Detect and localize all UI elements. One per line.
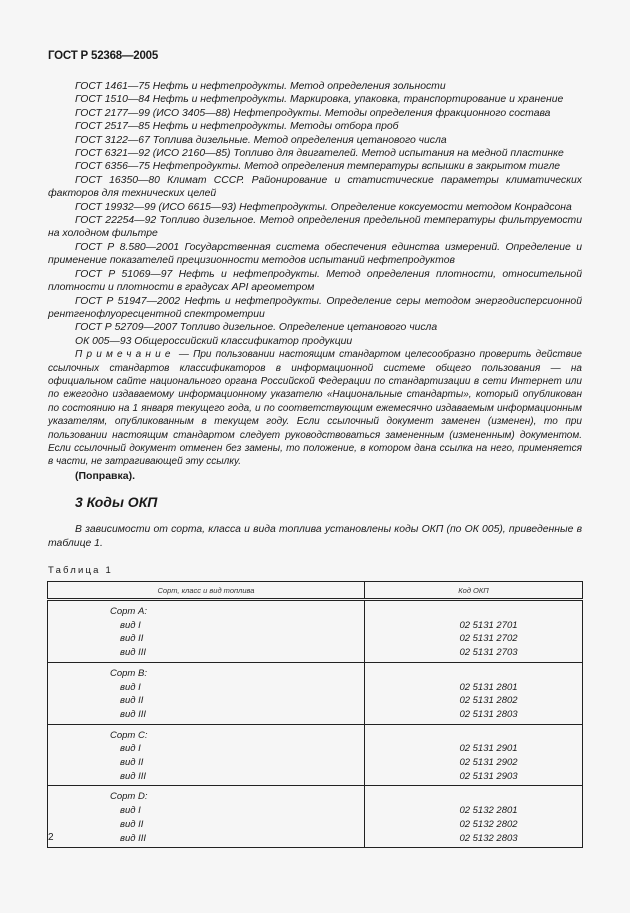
reference-item: ГОСТ 1510—84 Нефть и нефтепродукты. Маркировка, упаковка, транспортирование и хранение [75, 94, 564, 106]
okp-code: 02 5132 2803 [459, 832, 518, 844]
table-caption: Таблица 1 [48, 565, 113, 576]
section-intro: В зависимости от сорта, класса и вида топлива установлены коды ОКП (по ОК 005), приведенные в таблице 1. [48, 524, 582, 549]
kind-label: вид III [120, 832, 147, 844]
note-paragraph [48, 348, 582, 469]
column-header-grade: Сорт, класс и вид топлива [48, 582, 365, 600]
okp-code: 02 5131 2803 [459, 708, 518, 720]
kind-label: вид II [120, 757, 144, 769]
reference-item: ГОСТ 2517—85 Нефть и нефтепродукты. Методы отбора проб [75, 121, 399, 133]
okp-code: 02 5131 2703 [459, 647, 518, 659]
reference-item: ГОСТ 6356—75 Нефтепродукты. Метод определения температуры вспышки в закрытом тигле [75, 161, 561, 173]
reference-item: ОК 005—93 Общероссийский классификатор продукции [75, 335, 353, 347]
kind-label: вид I [120, 805, 141, 817]
kind-label: вид III [120, 708, 147, 720]
table-row [48, 600, 583, 663]
okp-code: 02 5131 2802 [459, 695, 518, 707]
okp-code: 02 5131 2801 [459, 681, 518, 693]
okp-code: 02 5131 2702 [459, 633, 518, 645]
column-header-code: Код ОКП [365, 582, 583, 600]
table-row [48, 724, 583, 786]
normative-references [48, 80, 582, 469]
note-text: — При пользовании настоящим стандартом целесообразно проверить действие ссылочных стандартов классификаторов в информационной системе общего пользования — на официальном сайте национального органа Российской Федерации по стандартизации в сети Интернет или по ежегодно издаваемому информационному указателю «Национальные стандарты», который опубликован по состоянию на 1 января текущего года, и по соответствующим ежемесячно издаваемым информационным указателям, опубликованным в текущем году. Если ссылочный документ заменен (изменен), то при пользовании настоящим стандартом следует руководствоваться замененным (измененным) документом. Если ссылочный документ отменен без замены, то положение, в котором дана ссылка на него, применяется в части, не затрагивающей эту ссылку. [48, 349, 582, 468]
okp-code: 02 5131 2701 [459, 619, 518, 631]
amendment-mark: (Поправка). [75, 470, 136, 482]
okp-code: 02 5131 2902 [459, 757, 518, 769]
note-label: Примечание [75, 349, 175, 361]
kind-label: вид III [120, 770, 147, 782]
kind-label: вид I [120, 619, 141, 631]
okp-code: 02 5131 2903 [459, 770, 518, 782]
reference-item: ГОСТ Р 52709—2007 Топливо дизельное. Определение цетанового числа [75, 322, 438, 334]
kind-label: вид II [120, 633, 144, 645]
okp-code: 02 5131 2901 [459, 743, 518, 755]
kind-label: вид I [120, 743, 141, 755]
table-row [48, 786, 583, 848]
table-row [48, 662, 583, 724]
kind-label: вид II [120, 818, 144, 830]
kind-label: вид III [120, 647, 147, 659]
page-header-title: ГОСТ Р 52368—2005 [48, 50, 159, 62]
page-number: 2 [48, 832, 54, 843]
grade-label: Сорт A: [110, 606, 147, 617]
okp-codes-table [47, 581, 583, 848]
reference-item: ГОСТ 3122—67 Топлива дизельные. Метод определения цетанового числа [75, 134, 447, 146]
reference-item: ГОСТ 22254—92 Топливо дизельное. Метод определения предельной температуры фильтруемости на холодном фильтре [48, 215, 582, 240]
okp-code: 02 5132 2802 [459, 818, 518, 830]
grade-label: Сорт C: [110, 729, 148, 741]
reference-item: ГОСТ Р 51069—97 Нефть и нефтепродукты. Метод определения плотности, относительной плотности и плотности в градусах API ареометром [48, 268, 582, 294]
reference-item: ГОСТ 1461—75 Нефть и нефтепродукты. Метод определения зольности [75, 81, 446, 92]
reference-item: ГОСТ 16350—80 Климат СССР. Районирование и статистические параметры климатических факторов для технических целей [48, 174, 582, 200]
kind-label: вид II [120, 695, 144, 707]
grade-label: Сорт D: [110, 791, 148, 803]
table-header-row [48, 582, 583, 600]
reference-item: ГОСТ Р 51947—2002 Нефть и нефтепродукты. Определение серы методом энергодисперсионной рентгенофлуоресцентной спектрометрии [48, 295, 582, 320]
kind-label: вид I [120, 681, 141, 693]
reference-item: ГОСТ 6321—92 (ИСО 2160—85) Топливо для двигателей. Метод испытания на медной пластинке [75, 148, 564, 160]
reference-item: ГОСТ Р 8.580—2001 Государственная система обеспечения единства измерений. Определение и применение показателей прецизионности методов испытаний нефтепродуктов [48, 241, 582, 267]
section-heading: 3 Коды ОКП [75, 494, 158, 510]
okp-code: 02 5132 2801 [459, 805, 518, 817]
reference-item: ГОСТ 19932—99 (ИСО 6615—93) Нефтепродукты. Определение коксуемости методом Конрадсона [75, 201, 572, 213]
reference-item: ГОСТ 2177—99 (ИСО 3405—88) Нефтепродукты. Методы определения фракционного состава [75, 107, 551, 119]
grade-label: Сорт B: [110, 667, 147, 679]
